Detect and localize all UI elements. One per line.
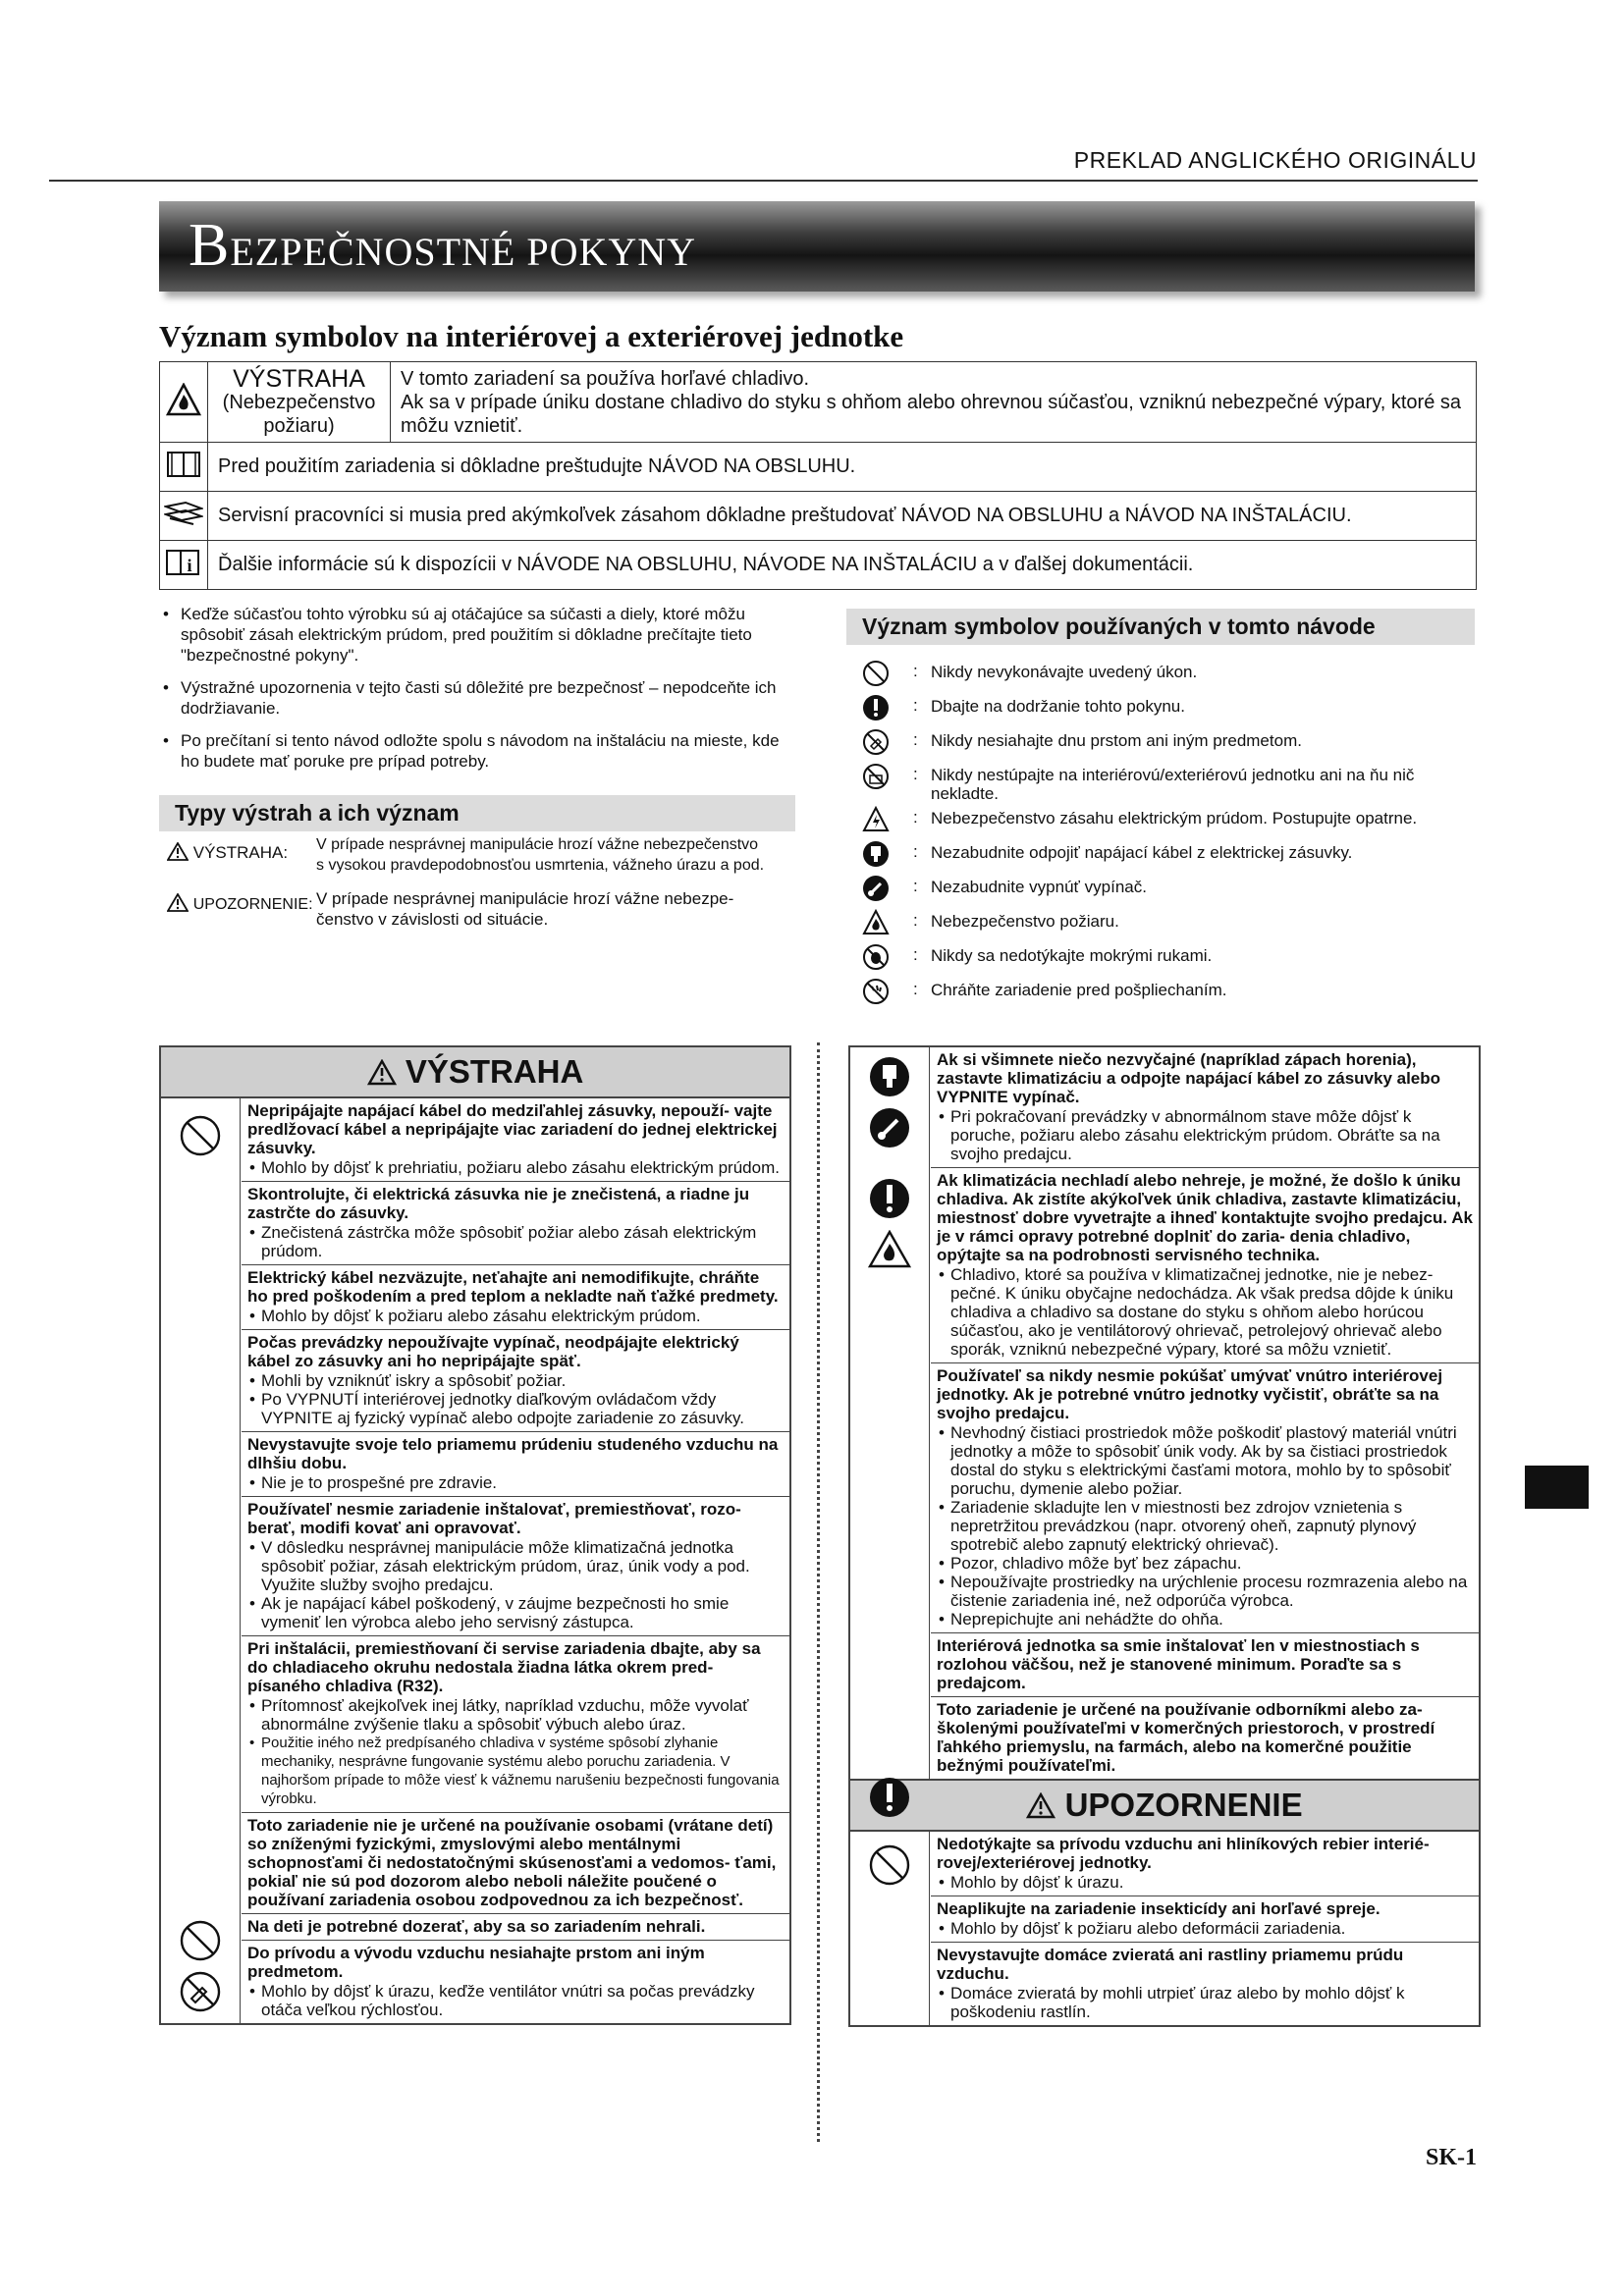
symbol-row: : Nikdy sa nedotýkajte mokrými rukami.: [862, 941, 1476, 976]
caution-type-label: UPOZORNENIE:: [167, 893, 313, 915]
right-warning-rows: [850, 1047, 1479, 1779]
column-divider: [817, 1042, 820, 2142]
prohibited-icon: [179, 1919, 222, 1962]
list-item: • Znečistená zástrčka môže spôsobiť požiar alebo zásah elektrickým prúdom.: [247, 1223, 784, 1260]
info-manual-icon: [160, 541, 208, 590]
warning-label: VÝSTRAHA: [233, 364, 365, 393]
warning-heading: Používateľ sa nikdy nesmie pokúšať umývať vnútro interiérovej jednotky. Ak je potrebné vnútro jednotky vyčistiť, obráťte sa na svojho predajcu.: [937, 1366, 1443, 1422]
warning-box-header: VÝSTRAHA: [161, 1047, 789, 1098]
warning-triangle-icon: [167, 893, 189, 912]
list-item: • Chladivo, ktoré sa používa v klimatizačnej jednotke, nie je nebez- pečné. K úniku obyčajne nedochádza. Ak však predsa dôjde k úniku chladiva a chladivo sa dostane do styku s ohňom alebo horúcou súčasťou, ako je ventilátorový ohrievač, petrolejový ohrievač alebo sporák, vzniknú nebezpečné výpary, ktoré sa môžu vznietiť.: [937, 1265, 1473, 1359]
unplug-icon: [862, 840, 890, 868]
caution-heading: Neaplikujte na zariadenie insekticídy ani horľavé spreje.: [937, 1899, 1380, 1918]
symbol-text: Chráňte zariadenie pred pošpliechaním.: [931, 981, 1227, 999]
manual-instruction: Pred použitím zariadenia si dôkladne preštudujte NÁVOD NA OBSLUHU.: [208, 443, 1477, 492]
caution-rows: [850, 1832, 1479, 2025]
warning-label-cell: [208, 362, 391, 443]
symbol-text: Nebezpečenstvo požiaru.: [931, 912, 1119, 931]
list-item: • Použitie iného než predpísaného chladiva v systéme spôsobí zlyhanie mechaniky, nesprávne fungovanie systému alebo poruchu zariadenia. V najhoršom prípade to môže viesť k vážnemu narušeniu bezpečnosti fungovania výrobku.: [247, 1734, 784, 1808]
list-item: • Mohlo by dôjsť k požiaru alebo deformácii zariadenia.: [937, 1919, 1473, 1938]
fire-icon: [862, 909, 890, 936]
symbol-text: Nikdy nevykonávajte uvedený úkon.: [931, 663, 1198, 681]
mandatory-icon: [868, 1177, 911, 1220]
list-item: • Mohlo by dôjsť k úrazu.: [937, 1873, 1473, 1892]
warning-row: [242, 1496, 789, 1635]
icon-column: [161, 1098, 241, 2023]
warning-row: [242, 1329, 789, 1431]
warning-heading: Ak si všimnete niečo nezvyčajné (napríklad zápach horenia), zastavte klimatizáciu a odpojte napájací kábel zo zásuvky alebo VYPNITE vypínač.: [937, 1050, 1441, 1106]
list-item: • Domáce zvieratá by mohli utrpieť úraz alebo by mohlo dôjsť k poškodeniu rastlín.: [937, 1984, 1473, 2021]
list-item: • Pozor, chladivo môže byť bez zápachu.: [937, 1554, 1473, 1573]
text-line: čenstvo v závislosti od situácie.: [316, 910, 549, 929]
book-icon: [160, 443, 208, 492]
list-item: • Mohlo by dôjsť k požiaru alebo zásahu elektrickým prúdom.: [247, 1307, 784, 1325]
warning-heading: Používateľ nesmie zariadenie inštalovať, premiestňovať, rozo- berať, modifi kovať ani opravovať.: [247, 1500, 741, 1537]
meaning-section-title: Význam symbolov na interiérovej a exteriérovej jednotke: [159, 319, 904, 353]
list-item: • Nie je to prospešné pre zdravie.: [247, 1473, 784, 1492]
warning-sublabel: (Nebezpečenstvo požiaru): [222, 391, 376, 437]
symbol-text: Nikdy nesiahajte dnu prstom ani iným predmetom.: [931, 731, 1302, 750]
warning-type-label: VÝSTRAHA:: [167, 842, 288, 863]
symbol-text: Nezabudnite vypnúť vypínač.: [931, 878, 1147, 896]
warning-heading: Interiérová jednotka sa smie inštalovať len v miestnostiach s rozlohou väčšou, než je stanovené minimum. Poraďte sa s predajcom.: [937, 1636, 1420, 1692]
warning-row: [242, 1913, 789, 1940]
service-instruction: Servisní pracovníci si musia pred akýmkoľvek zásahom dôkladne preštudovať NÁVOD NA OBSLUHU a NÁVOD NA INŠTALÁCIU.: [208, 492, 1477, 541]
warning-triangle-icon: [367, 1059, 397, 1086]
no-step-icon: [862, 763, 890, 790]
list-item: • Nevhodný čistiaci prostriedok môže poškodiť plastový materiál vnútri jednotky a môže to spôsobiť únik vody. Ak by sa čistiaci prostriedok dostal do styku s elektrickými časťami motora, mohlo by to spôsobiť poruchu, dymenie alebo požiar.: [937, 1423, 1473, 1498]
warning-row: [931, 1632, 1479, 1696]
warning-description: [391, 362, 1477, 443]
table-row: [160, 443, 1477, 492]
warning-heading: Skontrolujte, či elektrická zásuvka nie je znečistená, a riadne ju zastrčte do zásuvky.: [247, 1185, 750, 1222]
no-splash-icon: [862, 978, 890, 1005]
mandatory-icon: [868, 1776, 911, 1819]
symbol-text: Nikdy nestúpajte na interiérovú/exteriérovú jednotku ani na ňu nič nekladte.: [931, 766, 1415, 803]
warning-heading: Nevystavujte svoje telo priamemu prúdeniu studeného vzduchu na dlhšiu dobu.: [247, 1435, 779, 1472]
warning-row: [931, 1362, 1479, 1632]
warning-row: [242, 1635, 789, 1812]
svg-text:i: i: [187, 555, 192, 575]
page-number: SK-1: [1425, 2145, 1477, 2170]
translation-note: PREKLAD ANGLICKÉHO ORIGINÁLU: [1073, 147, 1477, 173]
icon-column: [850, 1832, 930, 2025]
list-item: • Nepoužívajte prostriedky na urýchlenie procesu rozmrazenia alebo na čistenie zariadenia iné, než odporúča výrobca.: [937, 1573, 1473, 1610]
switch-off-icon: [862, 875, 890, 902]
caution-row: [931, 1942, 1479, 2025]
symbol-row: : Chráňte zariadenie pred pošpliechaním.: [862, 976, 1476, 1010]
symbol-text: Dbajte na dodržanie tohto pokynu.: [931, 697, 1185, 716]
intro-bullets: [159, 604, 797, 783]
warning-heading: Toto zariadenie je určené na používanie odborníkmi alebo za- školenými používateľmi v komerčných priestoroch, v prostredí ľahkého priemyslu, na farmách, alebo na komerčné použitie bežnými používateľmi.: [937, 1700, 1435, 1775]
symbols-list: [862, 658, 1476, 1010]
info-instruction: Ďalšie informácie sú k dispozícii v NÁVODE NA OBSLUHU, NÁVODE NA INŠTALÁCIU a v ďalšej dokumentácii.: [208, 541, 1477, 590]
no-finger-icon: [179, 1970, 222, 2013]
flammable-warning-icon: [160, 362, 208, 443]
warning-heading: Pri inštalácii, premiestňovaní či servise zariadenia dbajte, aby sa do chladiaceho okruhu nedostala žiadna látka okrem pred- písaného chladiva (R32).: [247, 1639, 761, 1695]
warning-heading: Na deti je potrebné dozerať, aby sa so zariadením nehrali.: [247, 1917, 706, 1936]
warning-types-title: Typy výstrah a ich význam: [159, 795, 795, 831]
unplug-icon: [868, 1055, 911, 1098]
title-banner: [159, 201, 1475, 292]
list-item: • Ak je napájací kábel poškodený, v záujme bezpečnosti ho smie vymeniť len výrobca alebo jeho servisný zástupca.: [247, 1594, 784, 1631]
list-item: • Mohli by vzniknúť iskry a spôsobiť požiar.: [247, 1371, 784, 1390]
warning-row: [931, 1047, 1479, 1167]
list-item: • Po VYPNUTÍ interiérovej jednotky diaľkovým ovládačom vždy VYPNITE aj fyzický vypínač alebo odpojte zariadenie zo zásuvky.: [247, 1390, 784, 1427]
warning-row: [931, 1696, 1479, 1779]
warning-row: [242, 1098, 789, 1181]
fire-icon: [868, 1230, 911, 1269]
list-item: • Výstražné upozornenia v tejto časti sú dôležité pre bezpečnosť – nepodceňte ich dodržiavanie.: [159, 677, 797, 719]
warning-heading: Elektrický kábel nezväzujte, neťahajte ani nemodifikujte, chráňte ho pred poškodením a pred teplom a nekladte naň ťažké predmety.: [247, 1268, 779, 1306]
switch-off-icon: [868, 1106, 911, 1149]
symbol-row: : Nikdy nestúpajte na interiérovú/exteriérovú jednotku ani na ňu nič nekladte.: [862, 761, 1476, 804]
symbol-row: : Nikdy nevykonávajte uvedený úkon.: [862, 658, 1476, 692]
list-item: • V dôsledku nesprávnej manipulácie môže klimatizačná jednotka spôsobiť požiar, zásah elektrickým prúdom, úraz, únik vody a pod. Využite služby svojho predajcu.: [247, 1538, 784, 1594]
list-item: • Po prečítaní si tento návod odložte spolu s návodom na inštaláciu na mieste, kde ho budete mať poruke pre prípad potreby.: [159, 730, 797, 772]
list-item: • Prítomnosť akejkoľvek inej látky, napríklad vzduchu, môže vyvolať abnormálne zvýšenie tlaku a spôsobiť výbuch alebo úraz.: [247, 1696, 784, 1734]
list-item: • Pri pokračovaní prevádzky v abnormálnom stave môže dôjsť k poruche, požiaru alebo zásahu elektrickým prúdom. Obráťte sa na svojho predajcu.: [937, 1107, 1473, 1163]
table-row: [160, 541, 1477, 590]
symbol-row: : Nebezpečenstvo zásahu elektrickým prúdom. Postupujte opatrne.: [862, 804, 1476, 838]
warning-row: [242, 1264, 789, 1329]
text-line: s vysokou pravdepodobnosťou usmrtenia, vážneho úrazu a pod.: [316, 857, 765, 874]
symbol-row: : Nezabudnite vypnúť vypínač.: [862, 873, 1476, 907]
warning-row: [242, 1940, 789, 2023]
symbol-row: : Nebezpečenstvo požiaru.: [862, 907, 1476, 941]
table-row: [160, 362, 1477, 443]
symbol-row: : Dbajte na dodržanie tohto pokynu.: [862, 692, 1476, 726]
caution-row: [931, 1896, 1479, 1942]
warning-row: [931, 1167, 1479, 1362]
warning-types-section: [159, 795, 795, 831]
symbol-row: : Nikdy nesiahajte dnu prstom ani iným predmetom.: [862, 726, 1476, 761]
warning-type-text: [316, 834, 764, 876]
warning-heading: Počas prevádzky nepoužívajte vypínač, neodpájajte elektrický kábel zo zásuvky ani ho nepripájajte späť.: [247, 1333, 739, 1370]
description-line: V tomto zariadení sa používa horľavé chladivo.: [401, 367, 810, 390]
warning-row: [242, 1431, 789, 1496]
mandatory-icon: [862, 694, 890, 721]
caution-row: [931, 1832, 1479, 1896]
no-finger-icon: [862, 728, 890, 756]
warning-heading: Ak klimatizácia nechladí alebo nehreje, je možné, že došlo k úniku chladiva. Ak zistíte akýkoľvek únik chladiva, zastavte klimatizáciu, miestnosť dobre vyvetrajte a ihneď kontaktujte svojho predajcu. Ak je v rámci opravy potrebné doplniť do zaria- denia chladivo, opýtajte sa na podrobnosti servisného technika.: [937, 1171, 1473, 1264]
no-wet-hands-icon: [862, 943, 890, 971]
table-row: [160, 492, 1477, 541]
symbols-section: [846, 609, 1475, 645]
prohibited-icon: [862, 660, 890, 687]
electric-shock-icon: [862, 806, 890, 833]
list-item: • Mohlo by dôjsť k prehriatiu, požiaru alebo zásahu elektrickým prúdom.: [247, 1158, 784, 1177]
caution-heading: Nedotýkajte sa prívodu vzduchu ani hliníkových rebier interié- rovej/exteriérovej jednotky.: [937, 1835, 1430, 1872]
caution-box-header: UPOZORNENIE: [850, 1779, 1479, 1832]
warning-triangle-icon: [1026, 1792, 1056, 1819]
warning-triangle-icon: [167, 842, 189, 861]
banner-title: BEZPEČNOSTNÉ POKYNY: [189, 212, 697, 279]
warning-heading: Nepripájajte napájací kábel do medziľahlej zásuvky, nepouží- vajte predlžovací kábel a nepripájajte viac zariadení do jednej elektrickej zásuvky.: [247, 1101, 778, 1157]
symbol-text: Nezabudnite odpojiť napájací kábel z elektrickej zásuvky.: [931, 843, 1353, 862]
list-item: • Keďže súčasťou tohto výrobku sú aj otáčajúce sa súčasti a diely, ktoré môžu spôsobiť zásah elektrickým prúdom, pred použitím si dôkladne prečítajte tieto "bezpečnostné pokyny".: [159, 604, 797, 666]
warning-rows: [161, 1098, 789, 2023]
list-item: • Zariadenie skladujte len v miestnosti bez zdrojov vznietenia s nepretržitou prevádzkou (napr. otvorený oheň, zapnutý plynový spotrebič alebo zapnutý elektrický ohrievač).: [937, 1498, 1473, 1554]
symbols-title: Význam symbolov používaných v tomto návode: [846, 609, 1475, 645]
prohibited-icon: [179, 1114, 222, 1157]
caution-type-text: [316, 888, 733, 930]
unit-symbols-table: [159, 361, 1477, 590]
description-line: Ak sa v prípade úniku dostane chladivo do styku s ohňom alebo ohrevnou súčasťou, vzniknú nebezpečné výpary, ktoré sa môžu vznietiť.: [401, 391, 1461, 437]
text-line: V prípade nesprávnej manipulácie hrozí vážne nebezpečenstvo: [316, 836, 759, 853]
symbol-text: Nebezpečenstvo zásahu elektrickým prúdom. Postupujte opatrne.: [931, 809, 1418, 828]
prohibited-icon: [868, 1843, 911, 1887]
symbol-text: Nikdy sa nedotýkajte mokrými rukami.: [931, 946, 1213, 965]
symbol-row: : Nezabudnite odpojiť napájací kábel z elektrickej zásuvky.: [862, 838, 1476, 873]
caution-heading: Nevystavujte domáce zvieratá ani rastliny priamemu prúdu vzduchu.: [937, 1946, 1404, 1983]
header-rule: [49, 180, 1478, 182]
warning-box: [159, 1045, 791, 2025]
warning-row: [242, 1181, 789, 1264]
warning-row: [242, 1812, 789, 1913]
text-line: V prípade nesprávnej manipulácie hrozí vážne nebezpe-: [316, 889, 734, 908]
right-warning-box: [848, 1045, 1481, 2027]
warning-heading: Toto zariadenie nie je určené na používanie osobami (vrátane detí) so zníženými fyzickými, zmyslovými alebo mentálnymi schopnosťami či nedostatočnými skúsenosťami a vedomos- ťami, pokiaľ nie sú pod dozorom alebo neboli náležite poučené o používaní zariadenia osobou zodpovednou za ich bezpečnosť.: [247, 1816, 777, 1909]
list-item: • Neprepichujte ani nehádžte do ohňa.: [937, 1610, 1473, 1629]
icon-column: [850, 1047, 930, 1779]
side-section-tab: [1525, 1466, 1589, 1509]
list-item: • Mohlo by dôjsť k úrazu, keďže ventilátor vnútri sa počas prevádzky otáča veľkou rýchlosťou.: [247, 1982, 784, 2019]
service-manual-icon: [160, 492, 208, 541]
warning-heading: Do prívodu a vývodu vzduchu nesiahajte prstom ani iným predmetom.: [247, 1944, 705, 1981]
